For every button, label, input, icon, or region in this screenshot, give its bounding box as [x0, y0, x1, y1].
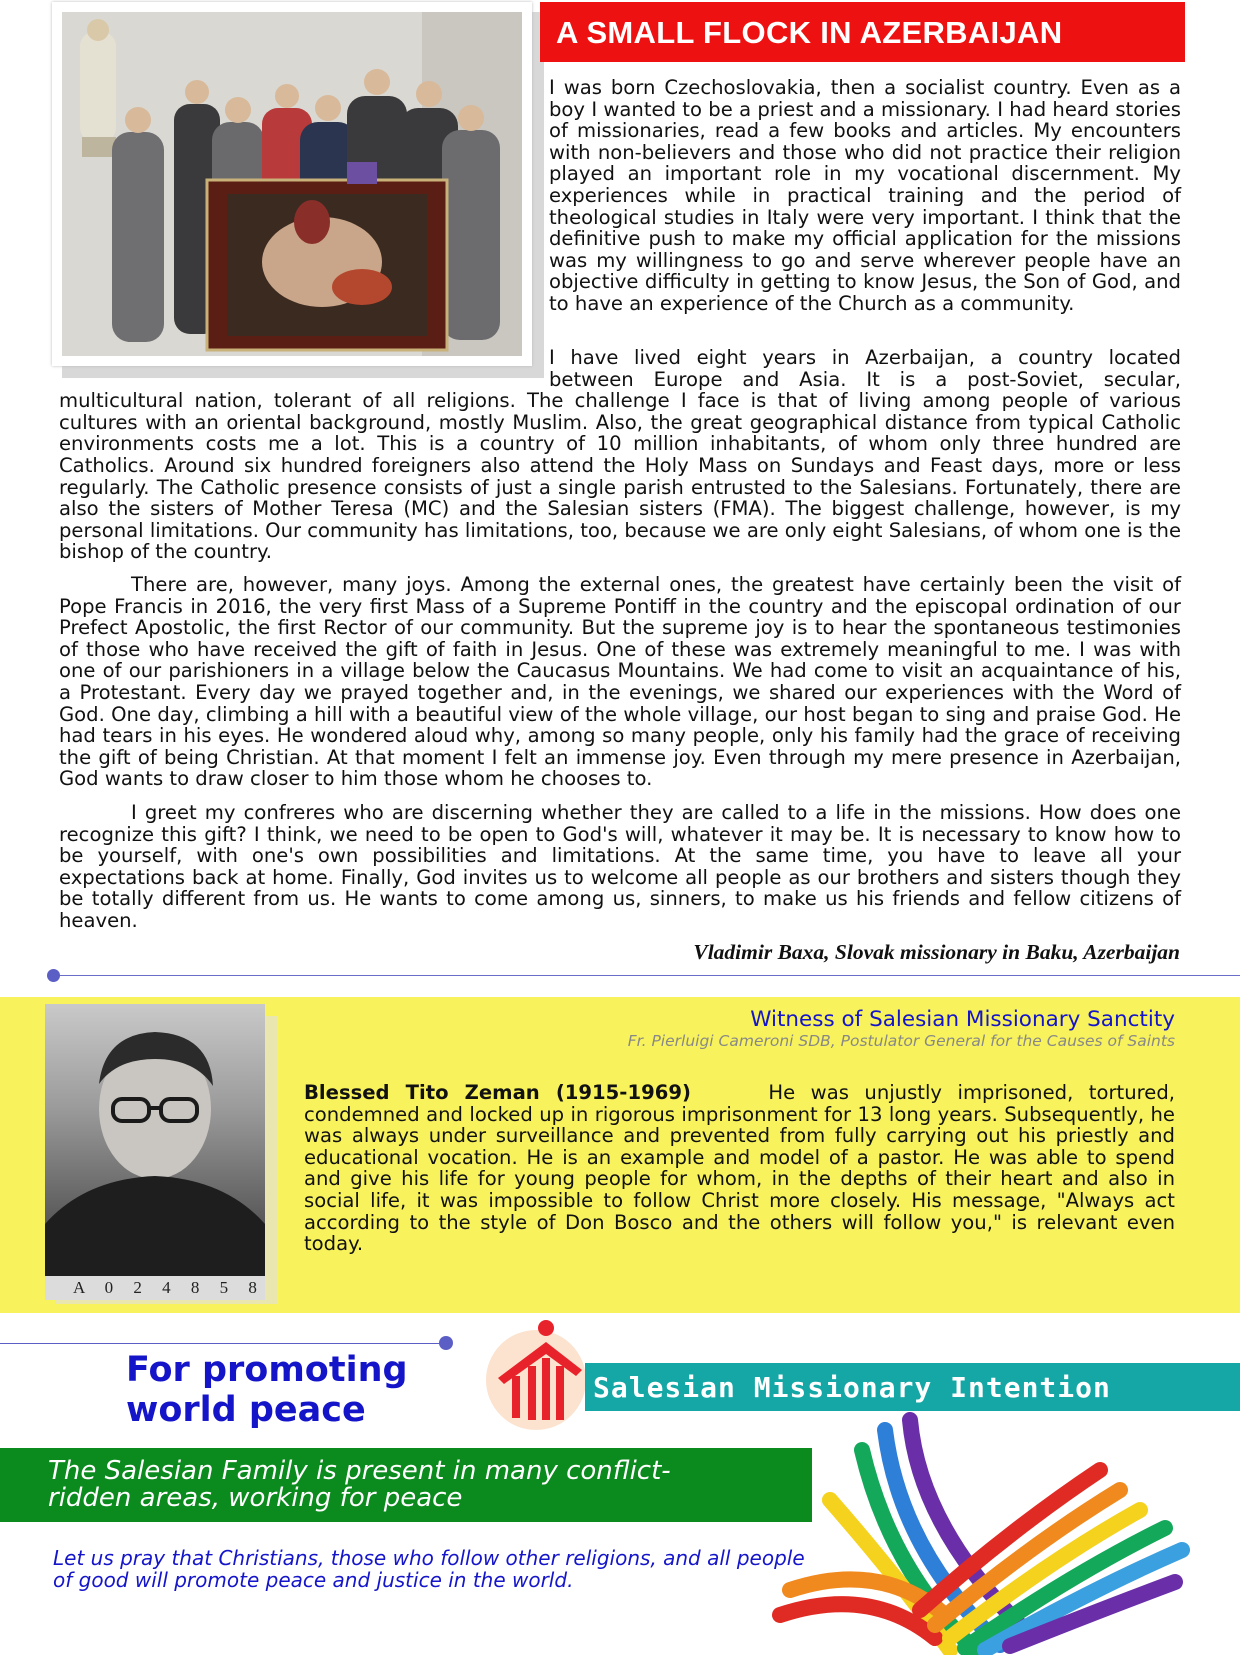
- tito-zeman-description: He was unjustly imprisoned, tortured, condemned and locked up in rigorous imprisonment for 13 long years. Subsequently, he was always under surveillance and prevented from fully carrying out his priestly and educational vocation. He is an example and model of a pastor. He was able to spend and give his life for young people for whom, in the depths of their heart and also in social life, it was impossible to follow Christ more closely. His message, "Always act according to the style of Don Bosco and the others will follow you," is relevant even today.: [304, 1081, 1175, 1256]
- divider-dot: [47, 969, 60, 982]
- article-paragraph-4: I greet my confreres who are discerning whether they are called to a life in the missions. How does one recognize this gift? I think, we need to be open to God's will, whatever it may be. It is necessary to know how to be yourself, with one's own possibilities and limitations. At the same time, you have to leave all your expectations back at home. Finally, God invites us to welcome all people as our brothers and sisters though they be totally different from us. He wants to come among us, sinners, to make us his friends and fellow citizens of heaven.: [59, 801, 1181, 932]
- article-signature: Vladimir Baxa, Slovak missionary in Baku, Azerbaijan: [693, 940, 1180, 964]
- photo-wrap-spacer: [59, 347, 549, 390]
- sanctity-author: Fr. Pierluigi Cameroni SDB, Postulator General for the Causes of Saints: [627, 1032, 1175, 1050]
- intention-subtitle: The Salesian Family is present in many conflict-ridden areas, working for peace: [48, 1456, 671, 1513]
- article-paragraph-1: I was born Czechoslovakia, then a socialist country. Even as a boy I wanted to be a priest and a missionary. I had heard stories of missionaries, read a few books and articles. My encounters with non-believers and those who did not practice their religion played an important role in my vocational discernment. My experiences while in practical training and the period of theological studies in Italy were very important. I think that the definitive push to make my official application for the missions was my willingness to go and serve wherever people have an objective difficulty in getting to know Jesus, the Son of God, and to have an experience of the Church as a community.: [549, 76, 1181, 315]
- article-paragraph-3: There are, however, many joys. Among the external ones, the greatest have certainly been the visit of Pope Francis in 2016, the very first Mass of a Supreme Pontiff in the country and the episcopal ordination of our Prefect Apostolic, the first Rector of our community. But the supreme joy is to hear the spontaneous testimonies of those who have received the gift of faith in Jesus. One of these was extremely meaningful to me. I was with one of our parishioners in a village below the Caucasus Mountains. We had come to visit an acquaintance of his, a Protestant. Every day we prayed together and, in the evenings, we shared our experiences with the Word of God. One day, climbing a hill with a beautiful view of the whole village, our host began to sing and praise God. He had tears in his eyes. He wondered aloud why, among so many people, only his family had the grace of receiving the gift of being Christian. At that moment I felt an immense joy. Even through my mere presence in Azerbaijan, God wants to draw closer to him those whom he chooses to.: [59, 573, 1181, 791]
- peace-dove-icon: [770, 1410, 1190, 1655]
- tito-zeman-text: [304, 1082, 1175, 1255]
- intention-divider: [0, 1343, 445, 1344]
- portrait-illustration: [45, 1004, 265, 1300]
- tito-zeman-portrait: [45, 1004, 265, 1300]
- intention-heading: For promoting world peace: [126, 1350, 408, 1430]
- article-paragraph-2: I have lived eight years in Azerbaijan, a country located between Europe and Asia. It is a post-Soviet, secular, multicultural nation, tolerant of all religions. The challenge I face is that of living among people of various cultures with an oriental background, mostly Muslim. Also, the great geographical distance from typical Catholic environments costs me a lot. This is a country of 10 million inhabitants, of whom only three hundred are Catholics. Around six hundred foreigners also attend the Holy Mass on Sundays and Feast days, more or less regularly. The Catholic presence consists of just a single parish entrusted to the Salesians. Fortunately, there are also the sisters of Mother Teresa (MC) and the Salesian sisters (FMA). The biggest challenge, however, is my personal limitations. Our community has limitations, too, because we are only eight Salesians, of whom one is the bishop of the country.: [59, 346, 1181, 564]
- intention-subtitle-bar: [0, 1448, 812, 1522]
- section-divider: [52, 975, 1240, 976]
- group-photo: [52, 2, 532, 366]
- article-title: A SMALL FLOCK IN AZERBAIJAN: [556, 15, 1063, 50]
- intention-prayer: Let us pray that Christians, those who follow other religions, and all people of good will promote peace and justice in the world.: [53, 1546, 805, 1592]
- intention-banner-label: Salesian Missionary Intention: [593, 1371, 1111, 1404]
- article-paragraph-2-wrap: [59, 347, 1181, 563]
- tito-zeman-name: Blessed Tito Zeman (1915-1969): [304, 1081, 691, 1104]
- intention-divider-dot: [439, 1336, 453, 1350]
- group-photo-illustration: [62, 12, 522, 356]
- salesian-logo-icon: [484, 1318, 589, 1436]
- sanctity-section-title: Witness of Salesian Missionary Sanctity: [750, 1007, 1175, 1032]
- article-title-bar: [540, 2, 1185, 62]
- intention-banner: [585, 1363, 1240, 1411]
- portrait-number-plate: A 0 2 4 8 5 8: [45, 1276, 265, 1300]
